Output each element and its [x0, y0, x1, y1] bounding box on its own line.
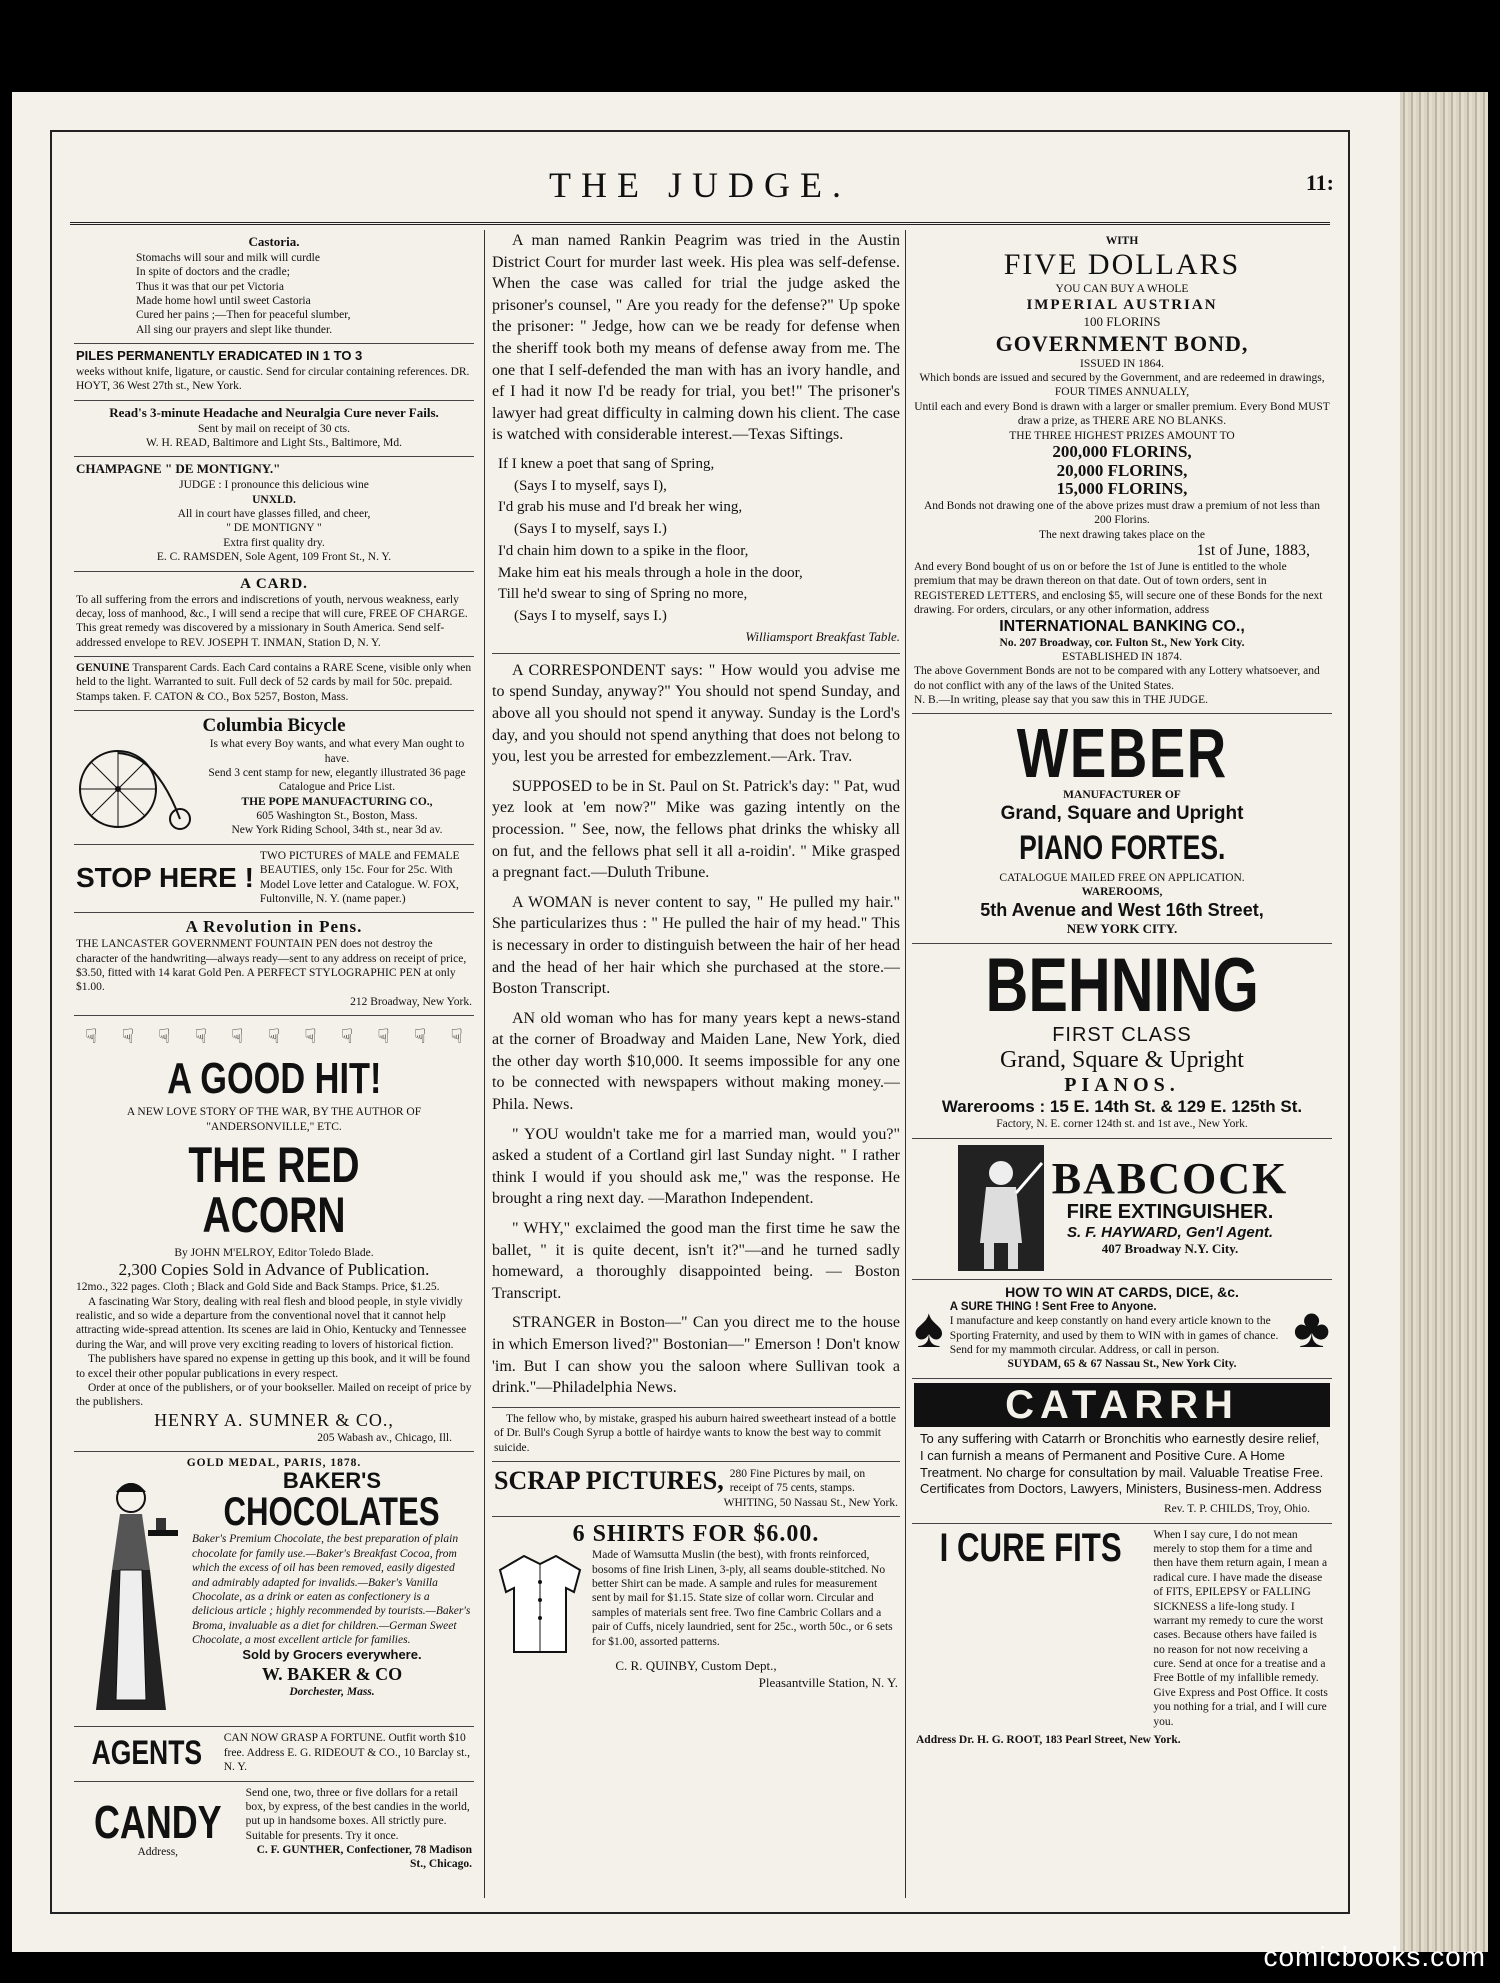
- champagne-line: UNXLD.: [252, 493, 296, 506]
- weber-address: 5th Avenue and West 16th Street,: [980, 899, 1264, 920]
- read-ad: [74, 401, 474, 458]
- pointing-hand-icon: ☟: [158, 1026, 171, 1049]
- piles-text: weeks without knife, ligature, or caustic. Send for circular containing references. DR. HOYT, 36 West 27th st., New York.: [76, 366, 470, 393]
- acorn-intro: A NEW LOVE STORY OF THE WAR, BY THE AUTHOR OF "ANDERSONVILLE," ETC.: [126, 1106, 422, 1133]
- bond-with: WITH: [1105, 235, 1139, 247]
- bicycle-ad: [74, 711, 474, 845]
- page-frame: [50, 130, 1350, 1914]
- bond-date: 1st of June, 1883,: [1196, 542, 1310, 560]
- poem-line: (Says I to myself, says I.): [514, 608, 667, 625]
- behning-warerooms: Warerooms : 15 E. 14th St. & 129 E. 125th St.: [941, 1097, 1303, 1117]
- bond-florins: 100 FLORINS: [1083, 313, 1161, 329]
- catarrh-ad: [912, 1379, 1332, 1524]
- bond-prize: 15,000 FLORINS,: [1056, 479, 1188, 499]
- rankin-story: A man named Rankin Peagrim was tried in the Austin District Court for murder last week. His plea was self-defense. When the case was called for trial the judge asked the prisoner's counsel, " Are you ready for the defense?" Up spoke the prisoner: " Jedge, how can we be ready for defense when the sheriff took both my means of defense away from me. The one that I self-defended the man with has an ivory handle, and ef I had it now I'd be ready for trial, you bet!" The prisoner's lawyer had great difficulty in calming down his client. The case is watched with considerable interest.—Texas Siftings.: [492, 232, 900, 444]
- bicycle-line: 605 Washington St., Boston, Mass.: [256, 810, 418, 823]
- read-address: W. H. READ, Baltimore and Light Sts., Baltimore, Md.: [145, 437, 403, 450]
- champagne-title: CHAMPAGNE " DE MONTIGNY.": [76, 461, 281, 477]
- poem-line: I'd chain him down to a spike in the floor,: [498, 542, 749, 559]
- scrap-address: WHITING, 50 Nassau St., New York.: [723, 1496, 898, 1509]
- weber-title-text: WEBER: [1016, 714, 1228, 793]
- candy-title: [76, 1795, 240, 1848]
- shirts-title: 6 SHIRTS FOR $6.00.: [572, 1521, 820, 1548]
- agents-text: CAN NOW GRASP A FORTUNE. Outfit worth $10 free. Address E. G. RIDEOUT & CO., 10 Barclay st., N. Y.: [223, 1732, 471, 1774]
- column-divider-1: [484, 230, 485, 1898]
- agents-ad: [74, 1727, 474, 1781]
- champagne-line: " DE MONTIGNY ": [226, 522, 322, 535]
- pointing-hand-icon: ☟: [450, 1026, 463, 1049]
- good-hit-headline: [76, 1054, 472, 1104]
- poem-line: (Says I to myself, says I),: [514, 477, 667, 494]
- champagne-line: Extra first quality dry.: [223, 536, 325, 549]
- baker-chocolate-ad: [74, 1452, 474, 1727]
- agents-title-text: AGENTS: [91, 1734, 203, 1772]
- column-divider-2: [905, 230, 906, 1898]
- pens-ad: [74, 913, 474, 1016]
- castoria-verse: [76, 251, 472, 337]
- babcock-agent: S. F. HAYWARD, Gen'l Agent.: [1066, 1224, 1274, 1242]
- shirts-ad: [492, 1517, 900, 1696]
- bicycle-line: New York Riding School, 34th st., near 3d av.: [231, 824, 443, 837]
- card-ad: [74, 572, 474, 658]
- bond-established: ESTABLISHED IN 1874.: [1061, 650, 1183, 663]
- card-title: A CARD.: [240, 575, 308, 592]
- genuine-text: Transparent Cards. Each Card contains a RARE Scene, visible only when held to the light. Warranted to suit. Full deck of 52 cards by mail for 50c. prepaid. Stamps taken. F. CATON & CO., Box 5257, Boston, Mass.: [76, 662, 472, 703]
- poem-line: I'd grab his muse and I'd break her wing,: [498, 499, 743, 516]
- shirts-address: Pleasantville Station, N. Y.: [758, 1675, 898, 1691]
- candy-title-text: CANDY: [93, 1795, 222, 1848]
- red-acorn-ad: [74, 1016, 474, 1452]
- humor-paragraph: " YOU wouldn't take me for a married man, would you?" asked a student of a Cortland girl last Sunday night. " I rather think I would if you should ask me," was the response. He brought a ring next day. —Marathon Independent.: [492, 1125, 900, 1208]
- candy-address-label: Address,: [137, 1845, 179, 1858]
- cards-dice-ad: [912, 1280, 1332, 1379]
- bicycle-icon: [76, 745, 196, 831]
- pens-title: A Revolution in Pens.: [185, 917, 363, 937]
- chocolates-title-text: CHOCOLATES: [223, 1490, 441, 1535]
- shirts-text: Made of Wamsutta Muslin (the best), with fronts reinforced, bosoms of fine Irish Linen, 3-ply, all seams double-stitched. No better Shirt can be made. A sample and rules for measurement sent by mail for $1.15. State size of collar worn. Circular and samples of materials sent free. Two fine Cambric Collars and a pair of Cuffs, nicely laundried, sent for 25c., worth 50c., or 6 sets for $1.00, assorted patterns.: [592, 1549, 893, 1648]
- masthead-rule: [70, 222, 1330, 225]
- watermark: comicbooks.com: [1263, 1941, 1486, 1972]
- castoria-line: Cured her pains ;—Then for peaceful slumber,: [136, 309, 351, 322]
- humor-paragraph: STRANGER in Boston—" Can you direct me to the house in which Emerson lived?" Bostonian—" Emerson ! Don't know 'im. But I can show you the saloon where Sullivan took a drink."—Philadelphia News.: [492, 1314, 900, 1397]
- column-3: [912, 230, 1332, 1898]
- bond-text: The above Government Bonds are not to be compared with any Lottery whatsoever, and do not conflict with any of the laws of the United States.: [914, 665, 1320, 692]
- castoria-line: Stomachs will sour and milk will curdle: [136, 251, 320, 264]
- behning-kinds: Grand, Square & Upright: [1000, 1047, 1244, 1074]
- scrap-pictures-ad: [492, 1462, 900, 1517]
- weber-warerooms: WAREROOMS,: [1081, 886, 1163, 899]
- behning-title-text: BEHNING: [985, 943, 1259, 1029]
- spring-poem: [492, 454, 900, 647]
- champagne-line: JUDGE : I pronounce this delicious wine: [179, 479, 369, 492]
- catarrh-signature: Rev. T. P. CHILDS, Troy, Ohio.: [1163, 1503, 1310, 1516]
- baker-company: W. BAKER & CO: [261, 1664, 403, 1685]
- bicycle-line: Send 3 cent stamp for new, elegantly illustrated 36 page Catalogue and Price List.: [208, 766, 466, 794]
- pointing-hand-icon: ☟: [231, 1026, 244, 1049]
- bond-government: GOVERNMENT BOND,: [995, 330, 1249, 356]
- club-icon: ♣: [1293, 1297, 1330, 1360]
- pens-text: THE LANCASTER GOVERNMENT FOUNTAIN PEN does not destroy the character of the handwriting—always ready—sent to any address on receipt of price, $3.50, fitted with 14 karat Gold Pen. A PERFECT STYLOGRAPHIC PEN at only $1.00.: [76, 938, 467, 994]
- bicycle-line: Is what every Boy wants, and what every Man ought to have.: [209, 738, 465, 765]
- fits-text: When I say cure, I do not mean merely to stop them for a time and then have them return again, I mean a radical cure. I have made the disease of FITS, EPILEPSY or FALLING SICKNESS a life-long study. I warrant my remedy to cure the worst cases. Because others have failed is no reason for not now receiving a cure. Send at once for a treatise and a Free Bottle of my infallible remedy. Give Express and Post Office. It costs you nothing for a trial, and I will cure you.: [1153, 1528, 1328, 1728]
- stop-here-text: TWO PICTURES of MALE and FEMALE BEAUTIES, only 15c. Four for 25c. With Model Love letter and Catalogue. W. FOX, Fultonville, N. Y. (name paper.): [259, 849, 460, 905]
- babcock-address: 407 Broadway N.Y. City.: [1101, 1241, 1239, 1257]
- cards-sure-thing: A SURE THING ! Sent Free to Anyone.: [949, 1300, 1157, 1313]
- piles-title: PILES PERMANENTLY ERADICATED IN 1 TO 3: [76, 348, 363, 364]
- fits-address: Address Dr. H. G. ROOT, 183 Pearl Street, New York.: [916, 1733, 1181, 1746]
- humor-paragraph: A CORRESPONDENT says: " How would you advise me to spend Sunday, anyway?" You should not spend Sunday, and above all you should not spend it anyway. Sunday is the Lord's day, and you should not spend anything that does not belong to you, lest you be arrested for embezzlement.—Ark. Trav.: [492, 661, 900, 766]
- acorn-sold: 2,300 Copies Sold in Advance of Publication.: [118, 1260, 430, 1280]
- shirt-illustration: [494, 1548, 586, 1658]
- baker-place: Dorchester, Mass.: [289, 1686, 375, 1699]
- pointing-hand-icon: ☟: [194, 1026, 207, 1049]
- bicycle-title: Columbia Bicycle: [202, 715, 346, 737]
- pointing-hand-icon: ☟: [85, 1026, 98, 1049]
- read-text: Sent by mail on receipt of 30 cts.: [197, 422, 351, 435]
- humor-paragraph: A WOMAN is never content to say, " He pulled my hair." She particularizes thus : " He pulled the hair of my head." This is necessary in order to distinguish between the hair of her head and the head of her hair which she purchased at the store.—Boston Transcript.: [492, 893, 900, 998]
- pointing-hand-icon: ☟: [304, 1026, 317, 1049]
- piles-ad: [74, 344, 474, 401]
- acorn-format: 12mo., 322 pages. Cloth ; Black and Gold Side and Back Stamps. Price, $1.25.: [76, 1281, 440, 1294]
- poem-line: Till he'd swear to sing of Spring no more,: [498, 586, 748, 603]
- castoria-title: Castoria.: [248, 234, 300, 249]
- shirts-company: C. R. QUINBY, Custom Dept.,: [615, 1658, 777, 1674]
- masthead-title: THE JUDGE.: [549, 165, 851, 205]
- stop-here-title: STOP HERE !: [76, 861, 254, 893]
- bond-text: And every Bond bought of us on or before the 1st of June is entitled to the whole premium that may be drawn thereon on that date. Out of town orders, sent in REGISTERED LETTERS, and enclosing $5, will secure one of these Bonds for the next drawing. For orders, circulars, or any other information, address: [914, 561, 1323, 617]
- card-text: To all suffering from the errors and indiscretions of youth, nervous weakness, early decay, loss of manhood, &c., I will send a recipe that will cure, FREE OF CHARGE. This great remedy was discovered by a missionary in South America. Send self-addressed envelope to REV. JOSEPH T. INMAN, Station D, N. Y.: [76, 593, 468, 649]
- pointing-hand-icon: ☟: [377, 1026, 390, 1049]
- poem-source: Williamsport Breakfast Table.: [745, 628, 900, 644]
- candy-address: C. F. GUNTHER, Confectioner, 78 Madison St., Chicago.: [256, 1844, 472, 1871]
- babcock-ad: [912, 1139, 1332, 1280]
- castoria-line: In spite of doctors and the cradle;: [136, 266, 290, 279]
- pointing-hand-icon: ☟: [121, 1026, 134, 1049]
- genuine-title: GENUINE: [76, 662, 130, 675]
- poem-line: (Says I to myself, says I.): [514, 521, 667, 538]
- baker-medal: GOLD MEDAL, PARIS, 1878.: [186, 1457, 362, 1470]
- weber-ad: [912, 714, 1332, 944]
- baker-text: Baker's Premium Chocolate, the best preparation of plain chocolate for family use.—Baker's Breakfast Cocoa, from which the excess of oil has been removed, easily digested and admirably adapted for invalids.—Baker's Vanilla Chocolate, as a drink or eaten as confectionery is a delicious article ; highly recommended by tourists.—Baker's Broma, invaluable as a diet for children.—German Sweet Chocolate, a most excellent article for families.: [192, 1533, 471, 1647]
- cough-syrup-notice: The fellow who, by mistake, grasped his auburn haired sweetheart instead of a bottle of Dr. Bull's Cough Syrup a bottle of hairdye wants to know the best way to commit suicide.: [492, 1407, 900, 1462]
- acorn-order: Order at once of the publishers, or of your bookseller. Mailed on receipt of price by the publishers.: [76, 1381, 472, 1409]
- pointing-hand-icon: ☟: [340, 1026, 354, 1049]
- fireman-illustration: [956, 1143, 1046, 1273]
- bond-prize: 20,000 FLORINS,: [1056, 460, 1188, 480]
- cards-text: I manufacture and keep constantly on hand every article known to the Sporting Fraternity, and used by them to WIN with in games of chance. Send for my mammoth circular. Address, or call in person.: [949, 1315, 1279, 1356]
- column-1: [74, 230, 474, 1898]
- scrap-title: SCRAP PICTURES,: [494, 1465, 724, 1495]
- pointing-hand-icon: ☟: [413, 1026, 427, 1049]
- acorn-publisher: HENRY A. SUMNER & CO.,: [154, 1409, 394, 1430]
- pointing-hands-row: [76, 1020, 472, 1053]
- book-spine: [1400, 92, 1488, 1952]
- chocolates-title: [192, 1490, 472, 1535]
- bond-imperial: IMPERIAL AUSTRIAN: [1026, 296, 1218, 313]
- baker-brand: BAKER'S: [282, 1468, 382, 1494]
- baker-sold: Sold by Grocers everywhere.: [242, 1647, 422, 1663]
- genuine-ad: [74, 657, 474, 711]
- bond-text: Until each and every Bond is drawn with a larger or smaller premium. Every Bond MUST draw a prize, as THERE ARE NO BLANKS.: [914, 400, 1330, 428]
- fits-ad: [912, 1524, 1332, 1733]
- castoria-line: All sing our prayers and slept like thunder.: [136, 323, 333, 336]
- weber-piano: [914, 828, 1330, 867]
- castoria-line: Thus it was that our pet Victoria: [136, 280, 284, 293]
- behning-factory: Factory, N. E. corner 124th st. and 1st ave., New York.: [996, 1118, 1248, 1131]
- read-title: Read's 3-minute Headache and Neuralgia Cure never Fails.: [109, 404, 439, 420]
- babcock-sub: FIRE EXTINGUISHER.: [1066, 1201, 1274, 1224]
- castoria-ad: [74, 230, 474, 344]
- bond-sub: YOU CAN BUY A WHOLE: [1055, 283, 1189, 296]
- bond-text: Which bonds are issued and secured by the Government, and are redeemed in drawings, FOUR TIMES ANNUALLY,: [919, 372, 1325, 399]
- behning-title: [914, 943, 1330, 1029]
- austrian-bond-ad: [912, 230, 1332, 714]
- humor-paragraph: AN old woman who has for many years kept a news-stand at the corner of Broadway and Maiden Lane, New York, died the other day worth $10,000. It seems impossible for any one to be connected with newspapers without making money.—Phila. News.: [492, 1009, 900, 1114]
- chocolate-girl-illustration: [76, 1470, 186, 1720]
- agents-title: [76, 1736, 218, 1770]
- bond-company: INTERNATIONAL BANKING CO.,: [999, 617, 1245, 635]
- weber-piano-text: PIANO FORTES.: [1018, 828, 1226, 867]
- bond-prizes-head: THE THREE HIGHEST PRIZES AMOUNT TO: [1009, 429, 1235, 442]
- bond-next: The next drawing takes place on the: [1038, 528, 1206, 541]
- champagne-ad: [74, 457, 474, 571]
- champagne-line: All in court have glasses filled, and cheer,: [177, 508, 371, 521]
- cards-address: SUYDAM, 65 & 67 Nassau St., New York City.: [1007, 1358, 1237, 1371]
- acorn-description: A fascinating War Story, dealing with real flesh and blood people, in style vividly realistic, and so wide a departure from the conventional novel that it cannot help attracting wide-spread attention. Its scenes are laid in Ohio, Kentucky and Tennessee during the War, and will prove very exciting reading to lovers of historical fiction.: [76, 1295, 467, 1351]
- behning-first-class: FIRST CLASS: [1052, 1024, 1192, 1047]
- behning-pianos: PIANOS.: [1064, 1074, 1180, 1097]
- humor-paragraph: SUPPOSED to be in St. Paul on St. Patrick's day: " Pat, wud yez look at 'em now?" Mike was gazing intently on the procession. " See, now, the fellows phat drinks the whisky all on fut, and the fellows phat sell it all a-roidin'. " Mike grasped a pregnant fact.—Duluth Tribune.: [492, 777, 900, 882]
- acorn-author: By JOHN M'ELROY, Editor Toledo Blade.: [174, 1246, 374, 1259]
- cards-title: HOW TO WIN AT CARDS, DICE, &c.: [1005, 1283, 1239, 1300]
- scrap-text: 280 Fine Pictures by mail, on receipt of 75 cents, stamps.: [729, 1467, 866, 1494]
- column-2: [492, 230, 900, 1898]
- pens-address: 212 Broadway, New York.: [350, 995, 472, 1008]
- catarrh-title: CATARRH: [914, 1383, 1330, 1427]
- weber-catalogue: CATALOGUE MAILED FREE ON APPLICATION.: [999, 871, 1245, 884]
- bicycle-company: THE POPE MANUFACTURING CO.,: [241, 795, 433, 808]
- page-number: 11:: [1305, 170, 1334, 195]
- bond-issued: ISSUED IN 1864.: [1079, 357, 1164, 370]
- castoria-line: Made home howl until sweet Castoria: [136, 295, 311, 308]
- poem-line: Make him eat his meals through a hole in the door,: [498, 564, 803, 581]
- bond-address: No. 207 Broadway, cor. Fulton St., New York City.: [999, 636, 1245, 649]
- bond-prize: 200,000 FLORINS,: [1052, 441, 1192, 461]
- babcock-title: BABCOCK: [1051, 1154, 1289, 1204]
- humor-paragraph: " WHY," exclaimed the good man the first time he saw the ballet, " it is quite decent, isn't it?"—and he turned sadly homeward, a thoroughly disappointed being. — Boston Transcript.: [492, 1220, 900, 1302]
- humor-column: [492, 230, 900, 1399]
- catarrh-text: To any suffering with Catarrh or Bronchitis who earnestly desire relief, I can furnish a means of Permanent and Positive Cure. A Home Treatment. No charge for consultation by mail. Valuable Treatise Free. Certificates from Doctors, Lawyers, Ministers, Business-men. Address: [920, 1430, 1324, 1497]
- weber-title: [914, 714, 1330, 793]
- candy-text: Send one, two, three or five dollars for a retail box, by express, of the best candies in the world, put up in handsome boxes. All strictly pure. Suitable for presents. Try it once.: [245, 1786, 470, 1842]
- bond-text: And Bonds not drawing one of the above prizes must draw a premium of not less than 200 Florins.: [923, 499, 1321, 527]
- red-acorn-title: [76, 1136, 472, 1243]
- champagne-line: E. C. RAMSDEN, Sole Agent, 109 Front St., N. Y.: [156, 551, 392, 564]
- spade-icon: ♠: [914, 1297, 944, 1360]
- weber-kinds: Grand, Square and Upright: [1000, 802, 1244, 824]
- acorn-address: 205 Wabash av., Chicago, Ill.: [317, 1431, 452, 1444]
- candy-ad: [74, 1782, 474, 1876]
- fits-title: [914, 1525, 1147, 1570]
- red-acorn-title-text: THE RED ACORN: [188, 1136, 360, 1243]
- fits-title-text: I CURE FITS: [939, 1525, 1122, 1570]
- poem-line: If I knew a poet that sang of Spring,: [498, 455, 715, 472]
- pointing-hand-icon: ☟: [267, 1026, 281, 1049]
- behning-ad: [912, 944, 1332, 1138]
- bond-title: FIVE DOLLARS: [1003, 248, 1241, 282]
- acorn-description-2: The publishers have spared no expense in getting up this book, and it will be found to excel their other popular publications in every respect.: [76, 1353, 470, 1380]
- bond-note: N. B.—In writing, please say that you saw this in THE JUDGE.: [914, 694, 1208, 707]
- weber-manufacturer: MANUFACTURER OF: [1063, 789, 1181, 802]
- good-hit-text: A GOOD HIT!: [166, 1054, 382, 1104]
- weber-city: NEW YORK CITY.: [1066, 920, 1178, 936]
- stop-here-ad: [74, 845, 474, 914]
